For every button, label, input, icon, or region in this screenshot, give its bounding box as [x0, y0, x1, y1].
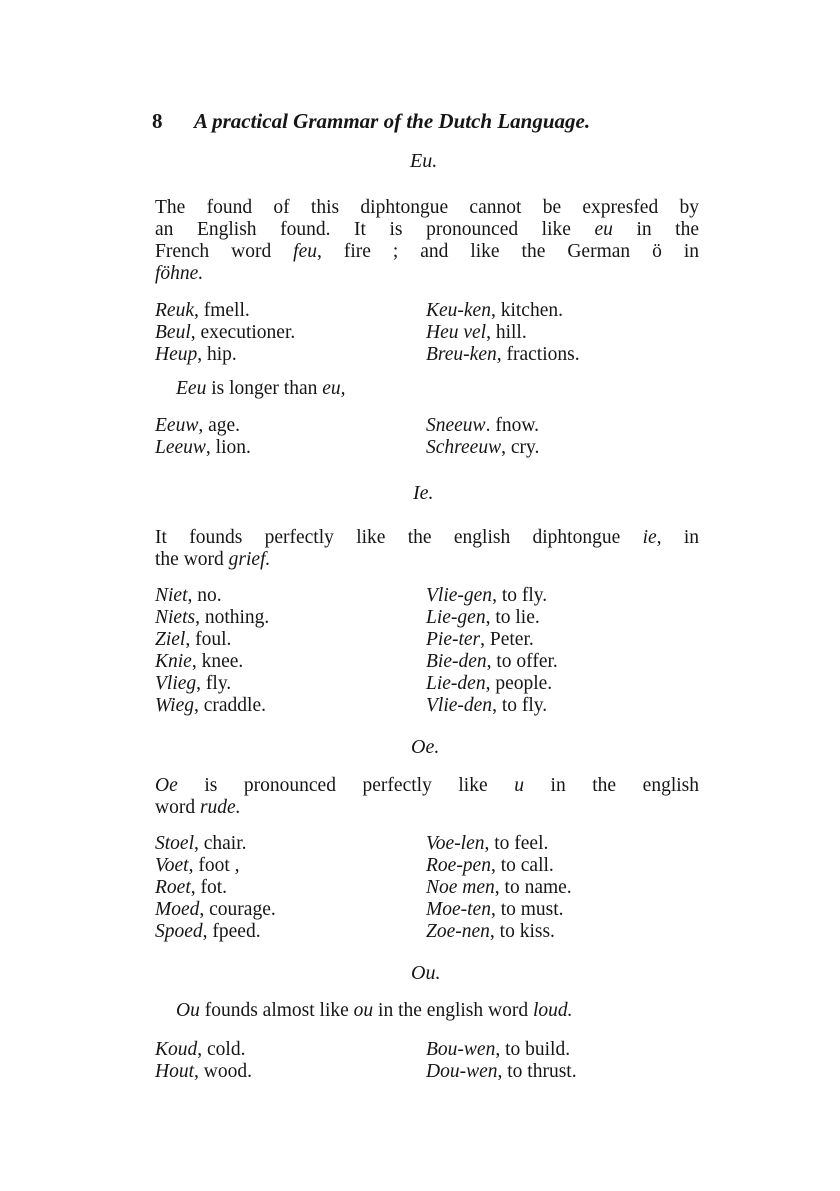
- english-gloss: , nothing.: [195, 607, 270, 628]
- word-entry: [155, 585, 269, 607]
- word-entry: [155, 437, 251, 459]
- paragraph-line: [155, 219, 699, 241]
- text-run: It founds perfectly like the english diphtongue: [155, 527, 643, 548]
- english-gloss: , chair.: [194, 833, 247, 854]
- section-paragraph: [176, 1000, 573, 1022]
- paragraph-line: [155, 263, 699, 285]
- dutch-word: Niet: [155, 585, 188, 606]
- english-gloss: , cry.: [501, 437, 540, 458]
- dutch-word: Keu-ken: [426, 300, 491, 321]
- italic-text: grief.: [228, 549, 271, 570]
- text-run: , in: [656, 527, 699, 548]
- dutch-word: Heu vel: [426, 322, 487, 343]
- word-entry: [155, 651, 269, 673]
- word-entry: [426, 322, 580, 344]
- word-entry: [155, 899, 276, 921]
- paragraph-line: [155, 549, 699, 571]
- english-gloss: , craddle.: [194, 695, 267, 716]
- dutch-word: Schreeuw: [426, 437, 502, 458]
- word-entry: [155, 877, 276, 899]
- word-entry: [155, 695, 269, 717]
- paragraph-line: [155, 197, 699, 219]
- text-run: in the: [612, 219, 699, 240]
- dutch-word: Voet: [155, 855, 189, 876]
- dutch-word: Reuk: [155, 300, 194, 321]
- word-entry: [155, 300, 295, 322]
- dutch-word: Koud: [155, 1039, 198, 1060]
- word-entry: [426, 1039, 577, 1061]
- word-list-left: [155, 1039, 252, 1083]
- running-title: A practical Grammar of the Dutch Language.: [194, 109, 591, 133]
- english-gloss: , to call.: [490, 855, 554, 876]
- italic-text: u: [514, 775, 524, 796]
- word-entry: [426, 833, 572, 855]
- english-gloss: , to kiss.: [489, 921, 555, 942]
- text-run: French word: [155, 241, 294, 262]
- dutch-word: Spoed: [155, 921, 203, 942]
- dutch-word: Knie: [155, 651, 192, 672]
- word-entry: [426, 300, 580, 322]
- section-heading-ie: Ie.: [413, 482, 434, 504]
- word-entry: [426, 585, 558, 607]
- word-list-right: [426, 415, 539, 459]
- section-paragraph: [155, 197, 699, 285]
- word-entry: [426, 921, 572, 943]
- word-entry: [426, 415, 539, 437]
- dutch-word: Eeuw: [155, 415, 199, 436]
- english-gloss: , executioner.: [190, 322, 296, 343]
- dutch-word: Moed: [155, 899, 200, 920]
- english-gloss: , hip.: [197, 344, 237, 365]
- word-entry: [426, 629, 558, 651]
- english-gloss: , age.: [198, 415, 241, 436]
- dutch-word: Zoe-nen: [426, 921, 490, 942]
- text-run: founds almost like: [199, 1000, 354, 1021]
- section-paragraph: [155, 527, 699, 571]
- word-entry: [155, 673, 269, 695]
- english-gloss: , fly.: [196, 673, 232, 694]
- dutch-word: Wieg: [155, 695, 194, 716]
- english-gloss: , knee.: [191, 651, 244, 672]
- word-entry: [155, 344, 295, 366]
- dutch-word: Stoel: [155, 833, 194, 854]
- english-gloss: , people.: [485, 673, 553, 694]
- dutch-word: Sneeuw: [426, 415, 486, 436]
- english-gloss: , fpeed.: [202, 921, 261, 942]
- dutch-word: Bie-den: [426, 651, 487, 672]
- dutch-word: Vlie-den: [426, 695, 493, 716]
- word-list-right: [426, 833, 572, 943]
- dutch-word: Pie-ter: [426, 629, 481, 650]
- word-entry: [426, 437, 539, 459]
- word-list-right: [426, 585, 558, 717]
- dutch-word: Voe-len: [426, 833, 485, 854]
- english-gloss: , Peter.: [480, 629, 534, 650]
- word-list-left: [155, 585, 269, 717]
- english-gloss: , fot.: [190, 877, 228, 898]
- word-list-left: [155, 833, 276, 943]
- word-entry: [155, 855, 276, 877]
- text-run: the word: [155, 549, 229, 570]
- paragraph-line: [155, 241, 699, 263]
- vowel-note: [176, 378, 346, 400]
- english-gloss: , lion.: [205, 437, 251, 458]
- dutch-word: Leeuw: [155, 437, 206, 458]
- word-entry: [155, 629, 269, 651]
- word-entry: [426, 607, 558, 629]
- english-gloss: , no.: [187, 585, 222, 606]
- word-entry: [155, 607, 269, 629]
- italic-text: ou: [353, 1000, 374, 1021]
- text-run: an English found. It is pronounced like: [155, 219, 595, 240]
- dutch-word: Moe-ten: [426, 899, 491, 920]
- dutch-word: Bou-wen: [426, 1039, 496, 1060]
- dutch-word: Noe men: [426, 877, 495, 898]
- word-entry: [426, 695, 558, 717]
- dutch-word: Niets: [155, 607, 196, 628]
- word-entry: [426, 344, 580, 366]
- dutch-word: Roet: [155, 877, 191, 898]
- italic-text: loud.: [532, 1000, 573, 1021]
- text-run: word: [155, 797, 200, 818]
- word-entry: [155, 322, 295, 344]
- word-entry: [426, 651, 558, 673]
- italic-text: rude.: [199, 797, 241, 818]
- italic-text: eu,: [322, 378, 346, 399]
- english-gloss: , foot ,: [188, 855, 240, 876]
- word-entry: [155, 921, 276, 943]
- word-list-right: [426, 1039, 577, 1083]
- dutch-word: Roe-pen: [426, 855, 491, 876]
- dutch-word: Heup: [155, 344, 198, 365]
- section-paragraph: [155, 775, 699, 819]
- italic-text: eu: [594, 219, 613, 240]
- english-gloss: , to fly.: [492, 585, 548, 606]
- english-gloss: , to must.: [490, 899, 564, 920]
- english-gloss: , to build.: [495, 1039, 571, 1060]
- word-entry: [155, 833, 276, 855]
- english-gloss: , to feel.: [484, 833, 549, 854]
- section-heading-ou: Ou.: [411, 962, 441, 984]
- running-header: [152, 110, 590, 132]
- english-gloss: , to name.: [494, 877, 572, 898]
- english-gloss: , fmell.: [193, 300, 250, 321]
- english-gloss: , foul.: [185, 629, 232, 650]
- english-gloss: , kitchen.: [490, 300, 563, 321]
- english-gloss: , to offer.: [486, 651, 558, 672]
- word-list-left: [155, 300, 295, 366]
- word-entry: [155, 1039, 252, 1061]
- paragraph-line: [155, 797, 699, 819]
- word-entry: [155, 415, 251, 437]
- word-entry: [426, 1061, 577, 1083]
- paragraph-line: [155, 775, 699, 797]
- word-entry: [155, 1061, 252, 1083]
- word-list-left: [155, 415, 251, 459]
- word-entry: [426, 855, 572, 877]
- word-entry: [426, 877, 572, 899]
- english-gloss: , hill.: [486, 322, 527, 343]
- word-entry: [426, 673, 558, 695]
- dutch-word: Breu-ken: [426, 344, 497, 365]
- text-run: in the english word: [373, 1000, 533, 1021]
- text-run: is longer than: [206, 378, 323, 399]
- dutch-word: Vlieg: [155, 673, 197, 694]
- english-gloss: , to lie.: [485, 607, 540, 628]
- english-gloss: , wood.: [194, 1061, 252, 1082]
- english-gloss: . fnow.: [485, 415, 540, 436]
- english-gloss: , to fly.: [492, 695, 548, 716]
- italic-text: Ou: [176, 1000, 200, 1021]
- dutch-word: Ziel: [155, 629, 186, 650]
- word-list-right: [426, 300, 580, 366]
- page-number: 8: [152, 109, 163, 133]
- english-gloss: , cold.: [197, 1039, 246, 1060]
- section-heading-oe: Oe.: [411, 736, 440, 758]
- paragraph-line: [155, 527, 699, 549]
- text-run: , fire ; and like the German ö in: [316, 241, 699, 262]
- italic-text: föhne.: [155, 263, 204, 284]
- italic-text: feu: [293, 241, 317, 262]
- section-heading-eu: Eu.: [410, 150, 438, 172]
- english-gloss: , courage.: [199, 899, 276, 920]
- dutch-word: Hout: [155, 1061, 194, 1082]
- english-gloss: , to thrust.: [497, 1061, 577, 1082]
- text-run: in the english: [523, 775, 699, 796]
- word-entry: [426, 899, 572, 921]
- text-run: The found of this diphtongue cannot be expresfed by: [155, 197, 699, 218]
- italic-text: Oe: [155, 775, 178, 796]
- text-run: is pronounced perfectly like: [177, 775, 515, 796]
- italic-text: ie: [642, 527, 657, 548]
- dutch-word: Beul: [155, 322, 191, 343]
- dutch-word: Lie-den: [426, 673, 486, 694]
- dutch-word: Vlie-gen: [426, 585, 493, 606]
- dutch-word: Lie-gen: [426, 607, 486, 628]
- italic-text: Eeu: [176, 378, 207, 399]
- dutch-word: Dou-wen: [426, 1061, 498, 1082]
- english-gloss: , fractions.: [496, 344, 580, 365]
